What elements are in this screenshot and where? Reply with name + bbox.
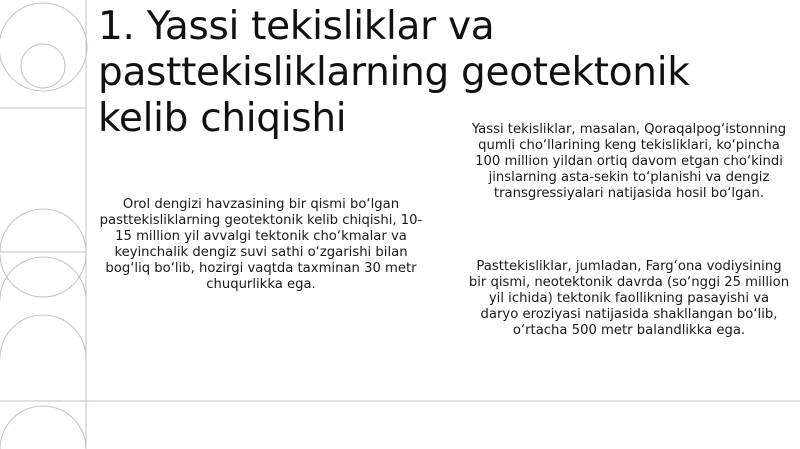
decor-circle-small (21, 44, 65, 88)
decor-arc-left (0, 254, 43, 297)
decor-arch-low (0, 315, 86, 358)
decor-arch-bottom (0, 406, 86, 449)
paragraph-pasttekisliklar: Pasttekisliklar, jumladan, Farg‘ona vodiysining bir qismi, neotektonik davrda (so‘nggi 25 million yil ichida) tektonik faollikning pasayishi va daryo eroziyasi natijasida shakllangan bo‘lib, o‘rtacha 500 metr balandlikka ega. (468, 259, 790, 338)
decor-arch-top (0, 209, 86, 252)
slide-title: 1. Yassi tekisliklar va pasttekisliklarning geotektonik kelib chiqishi (98, 4, 690, 141)
decor-arch-mid (0, 257, 86, 300)
paragraph-yassi-tekisliklar: Yassi tekisliklar, masalan, Qoraqalpog‘istonning qumli cho‘llarining keng tekisliklari, ko‘pincha 100 million yildan ortiq davom etgan cho‘kindi jinslarning asta-sekin to‘planishi va dengiz transgressiyalari natijasida hosil bo‘lgan. (471, 122, 787, 201)
paragraph-orol: Orol dengizi havzasining bir qismi bo‘lgan pasttekisliklarning geotektonik kelib chiqishi, 10-15 million yil avvalgi tektonik cho‘kmalar va keyinchalik dengiz suvi sathi o‘zgarishi bilan bog‘liq bo‘lib, hozirgi vaqtda taxminan 30 metr chuqurlikka ega. (99, 197, 423, 292)
decor-arc-right (43, 254, 86, 297)
decor-circle-top (0, 3, 87, 91)
